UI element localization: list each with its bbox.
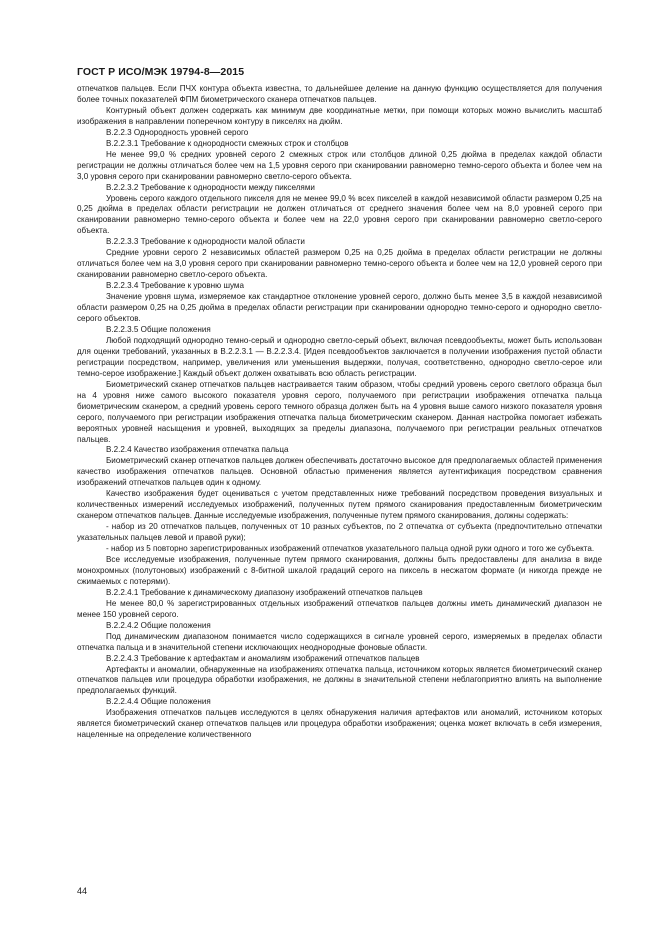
section-heading: В.2.2.3.3 Требование к однородности малой области — [106, 237, 305, 247]
paragraph: Биометрический сканер отпечатков пальцев должен обеспечивать достаточно высокое для предполагаемых областей применения качество изображения отпечатков пальцев. Основной областью применения является аутентификация посредством сравнения изображений отпечатков пальцев один к одному. — [77, 456, 602, 488]
list-item: - набор из 5 повторно зарегистрированных изображений отпечатков указательного пальца одной руки одного и того же субъекта. — [106, 544, 595, 554]
paragraph: Не менее 99,0 % средних уровней серого 2 смежных строк или столбцов длиной 0,25 дюйма в пределах каждой области регистрации не должны отличаться более чем на 1,5 уровня серого при сканировании равномерно темно-серого объекта и более чем на 3,0 уровня серого при сканировании равномерно светло-серого объекта. — [77, 149, 602, 181]
section-heading: В.2.2.4.2 Общие положения — [106, 620, 211, 630]
section-heading: В.2.2.3.2 Требование к однородности между пикселями — [106, 182, 315, 192]
section-heading: В.2.2.3.4 Требование к уровню шума — [106, 281, 244, 291]
paragraph: Любой подходящий однородно темно-серый и однородно светло-серый объект, включая псевдообъекты, может быть использован для оценки требований, указанных в В.2.2.3.1 — В.2.2.3.4. [Идея псевдообъектов заключается в получении изображения пустой области регистрации посредством, например, увеличения или уменьшения выдержки, получая, соответственно, однородно светло-серое или темно-серое изображение.] Каждый объект должен охватывать всю область регистрации. — [77, 335, 602, 378]
section-heading: В.2.2.4.4 Общие положения — [106, 697, 211, 707]
paragraph: Качество изображения будет оцениваться с учетом представленных ниже требований посредством проведения визуальных и количественных измерений исследуемых изображений, полученных путем прямого сканирования предоставленным биометрическим сканером отпечатков пальцев. Данные исследуемые изображения, полученные путем прямого сканирования, должны содержать: — [77, 489, 602, 521]
list-item: - набор из 20 отпечатков пальцев, полученных от 10 разных субъектов, по 2 отпечатка от субъекта (предпочтительно отпечатки указательных пальцев левой и правой руки); — [77, 522, 602, 543]
page-number: 44 — [77, 886, 88, 896]
paragraph: Значение уровня шума, измеряемое как стандартное отклонение уровней серого, должно быть менее 3,5 в каждой независимой области размером 0,25 на 0,25 дюйма в пределах области регистрации при сканировании однородно темно-серого и однородно светло-серого объектов. — [77, 292, 602, 324]
paragraph: Под динамическим диапазоном понимается число содержащихся в сигнале уровней серого, измеряемых в пределах области отпечатка пальца и в значительной степени исключающих неоднородные фоновые области. — [77, 631, 602, 652]
paragraph: Уровень серого каждого отдельного пикселя для не менее 99,0 % всех пикселей в каждой независимой области размером 0,25 на 0,25 дюйма в пределах области регистрации не должен отличаться от среднего значения более чем на 8,0 уровней серого при сканировании равномерно темно-серого объекта и более чем на 22,0 уровня серого при сканировании равномерно светло-серого объекта. — [77, 193, 602, 236]
document-header: ГОСТ Р ИСО/МЭК 19794-8—2015 — [77, 66, 245, 78]
section-heading: В.2.2.4.1 Требование к динамическому диапазону изображений отпечатков пальцев — [106, 587, 423, 597]
paragraph: Не менее 80,0 % зарегистрированных отдельных изображений отпечатков пальцев должны иметь динамический диапазон не менее 150 уровней серого. — [77, 598, 602, 619]
paragraph: Артефакты и аномалии, обнаруженные на изображениях отпечатка пальца, источником которых является биометрический сканер отпечатков пальцев или процедура обработки изображения, не должны в значительной степени неблагоприятно влиять на выполнение предполагаемых функций. — [77, 664, 602, 696]
section-heading: В.2.2.4.3 Требование к артефактам и аномалиям изображений отпечатков пальцев — [106, 653, 420, 663]
paragraph: отпечатков пальцев. Если ПЧХ контура объекта известна, то дальнейшее деление на данную функцию осуществляется для получения более точных показателей ФПМ биометрического сканера отпечатков пальцев. — [77, 84, 602, 104]
section-heading: В.2.2.4 Качество изображения отпечатка пальца — [106, 445, 289, 455]
paragraph: Контурный объект должен содержать как минимум две координатные метки, при помощи которых можно вычислить масштаб изображения в направлении поперечном контуру в пикселях на дюйм. — [77, 105, 602, 126]
section-heading: В.2.2.3.1 Требование к однородности смежных строк и столбцов — [106, 138, 349, 148]
section-heading: В.2.2.3.5 Общие положения — [106, 324, 211, 334]
section-heading: В.2.2.3 Однородность уровней серого — [106, 127, 249, 137]
paragraph: Биометрический сканер отпечатков пальцев настраивается таким образом, чтобы средний уровень серого светлого образца был на 4 уровня ниже самого высокого показателя уровня серого, получаемого при регистрации изображения отпечатка пальца биометрическим сканером, а средний уровень серого темного образца должен быть на 4 уровня выше самого низкого показателя уровня серого, получаемого при регистрации изображения отпечатка пальца биометрическим сканером. Данная настройка помогает избежать вероятных уровней насыщения и уровней, выходящих за пределы диапазона, получаемого при регистрации реальных отпечатков пальцев. — [77, 379, 602, 444]
paragraph: Изображения отпечатков пальцев исследуются в целях обнаружения наличия артефактов или аномалий, источником которых является биометрический сканер отпечатков пальцев или процедура обработки изображения; оценка может включать в себя измерения, нацеленные на определение количественного — [77, 708, 602, 740]
document-body — [77, 84, 602, 741]
paragraph: Все исследуемые изображения, полученные путем прямого сканирования, должны быть предоставлены для анализа в виде монохромных (полутоновых) изображений с 8-битной шкалой градаций серого на пиксель в несжатом формате (и никогда прежде не сжимаемых с потерями). — [77, 554, 602, 586]
paragraph: Средние уровни серого 2 независимых областей размером 0,25 на 0,25 дюйма в пределах области регистрации не должны отличаться более чем на 3,0 уровня серого при сканировании равномерно темно-серого объекта и более чем на 12,0 уровней серого при сканировании равномерно светло-серого объекта. — [77, 248, 602, 280]
